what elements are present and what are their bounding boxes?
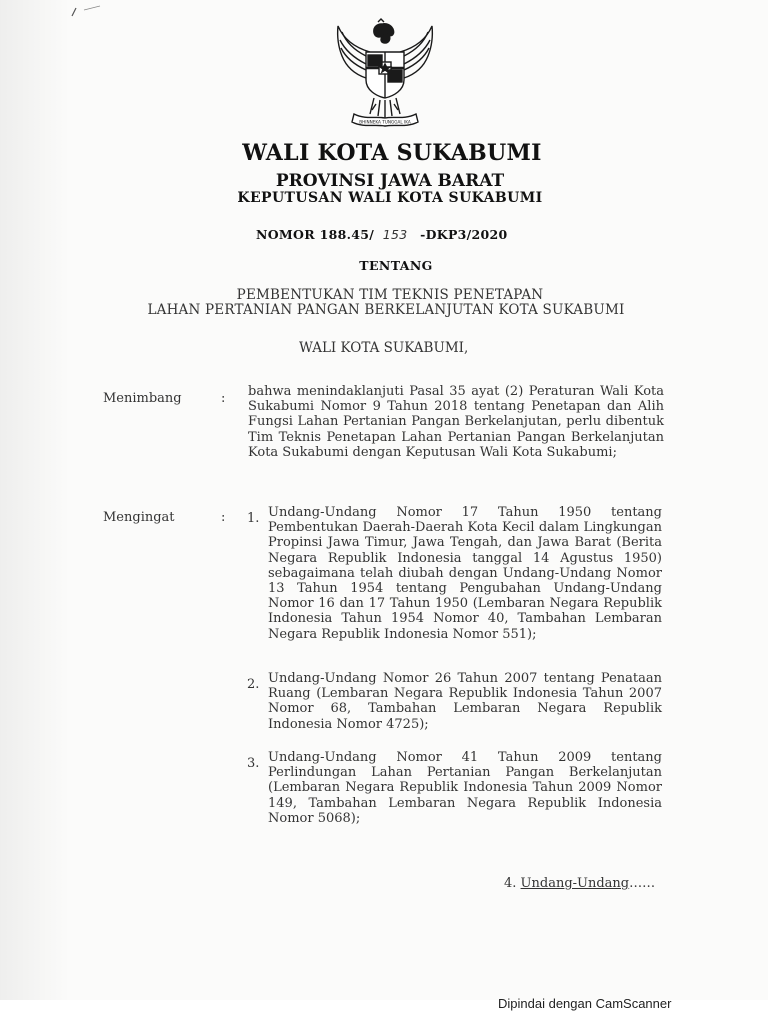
menimbang-text: bahwa menindaklanjuti Pasal 35 ayat (2) Peraturan Wali Kota Sukabumi Nomor 9 Tahun 2018 tentang Penetapan dan Alih Fungsi Lahan Pertanian Pangan Berkelanjutan, perlu dibentuk Tim Teknis Penetapan Lahan Pertanian Pangan Berkelanjutan Kota Sukabumi dengan Keputusan Wali Kota Sukabumi; bbox=[248, 384, 664, 460]
menimbang-colon: : bbox=[221, 391, 226, 406]
decree-heading: KEPUTUSAN WALI KOTA SUKABUMI bbox=[237, 190, 543, 206]
decree-number-prefix: NOMOR 188.45/ bbox=[256, 227, 375, 242]
mengingat-colon: : bbox=[221, 510, 226, 525]
continuation-text: Undang-Undang bbox=[520, 876, 630, 891]
continuation-marker bbox=[504, 876, 655, 891]
mengingat-item-number: 2. bbox=[247, 677, 260, 692]
province-heading: PROVINSI JAWA BARAT bbox=[275, 171, 505, 191]
mengingat-item-number: 1. bbox=[247, 511, 260, 526]
mengingat-item-text: Undang-Undang Nomor 41 Tahun 2009 tentang Perlindungan Lahan Pertanian Pangan Berkelanjutan (Lembaran Negara Republik Indonesia Tahun 2009 Nomor 149, Tambahan Lembaran Negara Republik Indonesia Nomor 5068); bbox=[268, 750, 662, 826]
garuda-emblem-icon bbox=[326, 18, 444, 132]
mengingat-item-text: Undang-Undang Nomor 26 Tahun 2007 tentang Penataan Ruang (Lembaran Negara Republik Indonesia Tahun 2007 Nomor 68, Tambahan Lembaran Negara Republik Indonesia Nomor 4725); bbox=[268, 671, 662, 732]
continuation-number: 4. bbox=[504, 876, 517, 891]
continuation-dots: …… bbox=[629, 876, 656, 891]
subject-line-2: LAHAN PERTANIAN PANGAN BERKELANJUTAN KOTA SUKABUMI bbox=[147, 302, 625, 318]
scan-speck-marks bbox=[70, 4, 110, 20]
decree-number-suffix: -DKP3/2020 bbox=[420, 227, 508, 242]
mengingat-label: Mengingat bbox=[103, 510, 175, 525]
decree-number bbox=[256, 227, 508, 242]
authority-line: WALI KOTA SUKABUMI, bbox=[299, 340, 469, 356]
camscanner-watermark: Dipindai dengan CamScanner bbox=[498, 996, 672, 1011]
decree-number-handwritten: 153 bbox=[382, 227, 408, 242]
mengingat-item-number: 3. bbox=[247, 756, 260, 771]
emblem-motto: BHINNEKA TUNGGAL IKA bbox=[359, 119, 411, 125]
about-heading: TENTANG bbox=[359, 258, 433, 273]
mengingat-item-text: Undang-Undang Nomor 17 Tahun 1950 tentang Pembentukan Daerah-Daerah Kota Kecil dalam Lingkungan Propinsi Jawa Timur, Jawa Tengah, dan Jawa Barat (Berita Negara Republik Indonesia tanggal 14 Agustus 1950) sebagaimana telah diubah dengan Undang-Undang Nomor 13 Tahun 1954 tentang Pengubahan Undang-Undang Nomor 16 dan 17 Tahun 1950 (Lembaran Negara Republik Indonesia Tahun 1954 Nomor 40, Tambahan Lembaran Negara Republik Indonesia Nomor 551); bbox=[268, 505, 662, 642]
document-title: WALI KOTA SUKABUMI bbox=[242, 140, 542, 166]
subject-line-1: PEMBENTUKAN TIM TEKNIS PENETAPAN bbox=[236, 287, 544, 303]
menimbang-label: Menimbang bbox=[103, 391, 182, 406]
